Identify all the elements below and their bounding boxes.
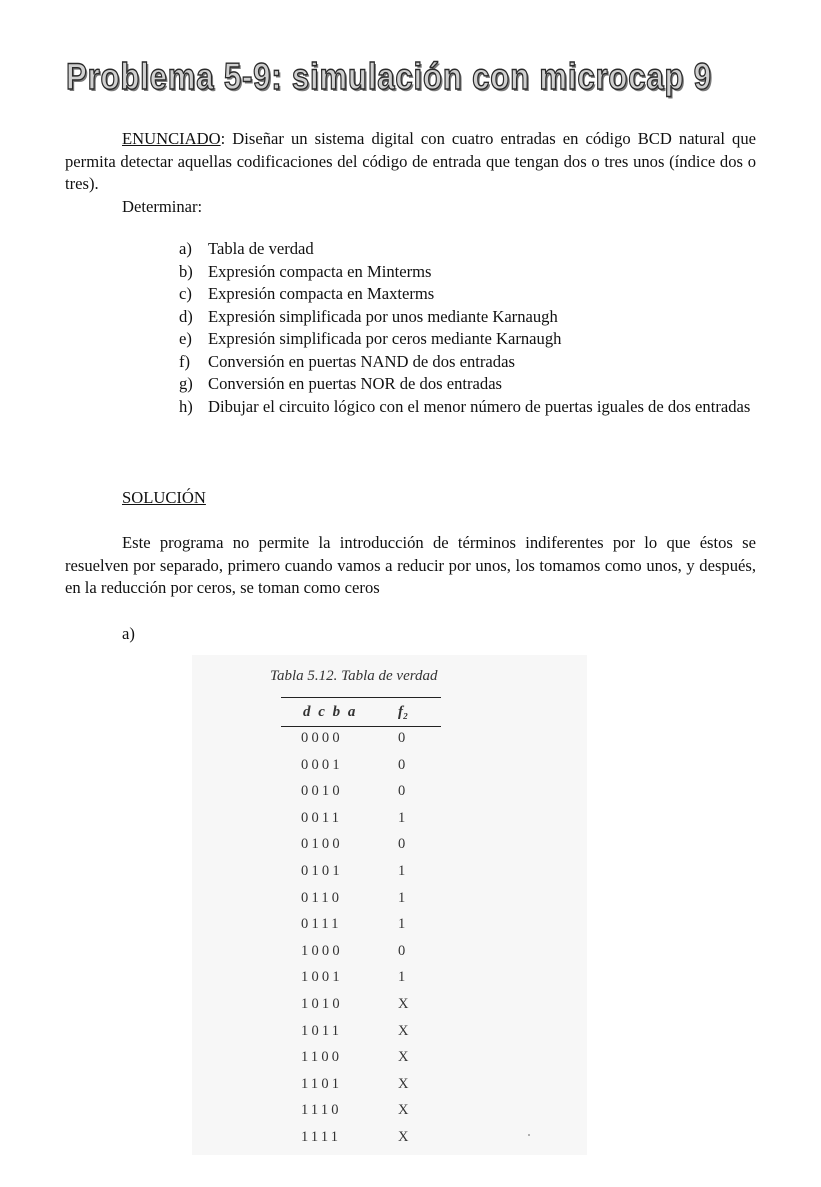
row-input-code: 0011 [301, 809, 343, 826]
truth-table-rows [301, 728, 421, 1154]
row-input-code: 1000 [301, 942, 343, 959]
task-text: Tabla de verdad [208, 239, 314, 258]
table-row [301, 781, 421, 808]
row-output-value: X [398, 1102, 409, 1119]
task-text: Expresión compacta en Maxterms [208, 284, 435, 303]
table-row [301, 1021, 421, 1048]
determinar-label: Determinar: [122, 197, 203, 216]
row-output-value: X [398, 1128, 409, 1145]
table-row [301, 994, 421, 1021]
table-header-rule [281, 726, 441, 727]
table-row [301, 728, 421, 755]
table-header-input: d c b a [303, 704, 358, 720]
task-text: Expresión simplificada por unos mediante Karnaugh [208, 306, 558, 326]
scan-speck [528, 1134, 530, 1136]
task-text: Dibujar el circuito lógico con el menor número de puertas iguales de dos entradas [208, 396, 751, 416]
table-row [301, 1047, 421, 1074]
row-output-value: 1 [398, 916, 406, 933]
row-output-value: 1 [398, 969, 406, 986]
task-item [179, 351, 756, 374]
row-output-value: 0 [398, 783, 406, 800]
task-item [179, 261, 756, 284]
row-input-code: 1110 [301, 1102, 342, 1119]
row-input-code: 1010 [301, 995, 343, 1012]
part-a-label: a) [122, 624, 135, 643]
table-row [301, 1100, 421, 1127]
task-item [179, 328, 756, 351]
table-row [301, 914, 421, 941]
task-marker: e) [179, 329, 192, 348]
row-output-value: X [398, 1049, 409, 1066]
table-row [301, 834, 421, 861]
enunciado-text: : Diseñar un sistema digital con cuatro entradas en código BCD natural que permita detectar aquellas codificaciones del código de entrada que tengan dos o tres unos (índice dos o tres). [65, 129, 756, 193]
row-input-code: 0100 [301, 836, 343, 853]
table-row [301, 888, 421, 915]
row-output-value: 0 [398, 942, 406, 959]
row-input-code: 0101 [301, 862, 343, 879]
row-output-value: X [398, 1075, 409, 1092]
task-text: Conversión en puertas NOR de dos entradas [208, 374, 503, 393]
task-marker: f) [179, 351, 191, 371]
row-output-value: 1 [398, 862, 406, 879]
row-input-code: 1101 [301, 1075, 343, 1092]
task-item [179, 238, 756, 261]
row-output-value: 0 [398, 836, 406, 853]
task-text: Conversión en puertas NAND de dos entradas [208, 351, 515, 371]
row-output-value: 0 [398, 730, 406, 746]
table-row [301, 1127, 421, 1154]
row-input-code: 0001 [301, 756, 343, 773]
task-marker: g) [179, 374, 193, 393]
table-header-output: f₂ [398, 704, 409, 720]
row-input-code: 1111 [301, 1128, 342, 1145]
row-input-code: 1001 [301, 969, 343, 986]
row-input-code: 0111 [301, 916, 342, 933]
solucion-heading: SOLUCIÓN [122, 488, 206, 507]
task-marker: d) [179, 306, 193, 326]
task-item [179, 283, 756, 306]
row-output-value: X [398, 1022, 409, 1039]
solucion-paragraph: Este programa no permite la introducción de términos indiferentes por lo que éstos se resuelven por separado, primero cuando vamos a reducir por unos, los tomamos como unos, y después, en la reducción por ceros, se toman como ceros [65, 533, 756, 597]
task-text: Expresión simplificada por ceros mediante Karnaugh [208, 329, 562, 348]
task-text: Expresión compacta en Minterms [208, 261, 432, 281]
table-row [301, 861, 421, 888]
page-title: Problema 5-9: simulación con microcap 9 [66, 56, 712, 97]
task-list [179, 238, 756, 418]
row-input-code: 1011 [301, 1022, 343, 1039]
table-row [301, 1074, 421, 1101]
task-item [179, 396, 756, 419]
table-row [301, 941, 421, 968]
row-output-value: 0 [398, 756, 406, 773]
task-marker: c) [179, 284, 192, 303]
row-input-code: 0000 [301, 730, 343, 746]
table-top-rule [281, 697, 441, 698]
row-output-value: 1 [398, 809, 406, 826]
row-output-value: X [398, 995, 409, 1012]
task-marker: a) [179, 239, 192, 258]
row-input-code: 0110 [301, 889, 343, 906]
row-input-code: 0010 [301, 783, 343, 800]
table-row [301, 967, 421, 994]
task-item [179, 373, 756, 396]
task-marker: h) [179, 396, 193, 416]
enunciado-paragraph [65, 128, 756, 196]
enunciado-label: ENUNCIADO [122, 129, 221, 148]
table-caption: Tabla 5.12. Tabla de verdad [270, 668, 438, 684]
table-row [301, 755, 421, 782]
row-input-code: 1100 [301, 1049, 343, 1066]
table-row [301, 808, 421, 835]
task-item [179, 306, 756, 329]
row-output-value: 1 [398, 889, 406, 906]
task-marker: b) [179, 261, 193, 281]
